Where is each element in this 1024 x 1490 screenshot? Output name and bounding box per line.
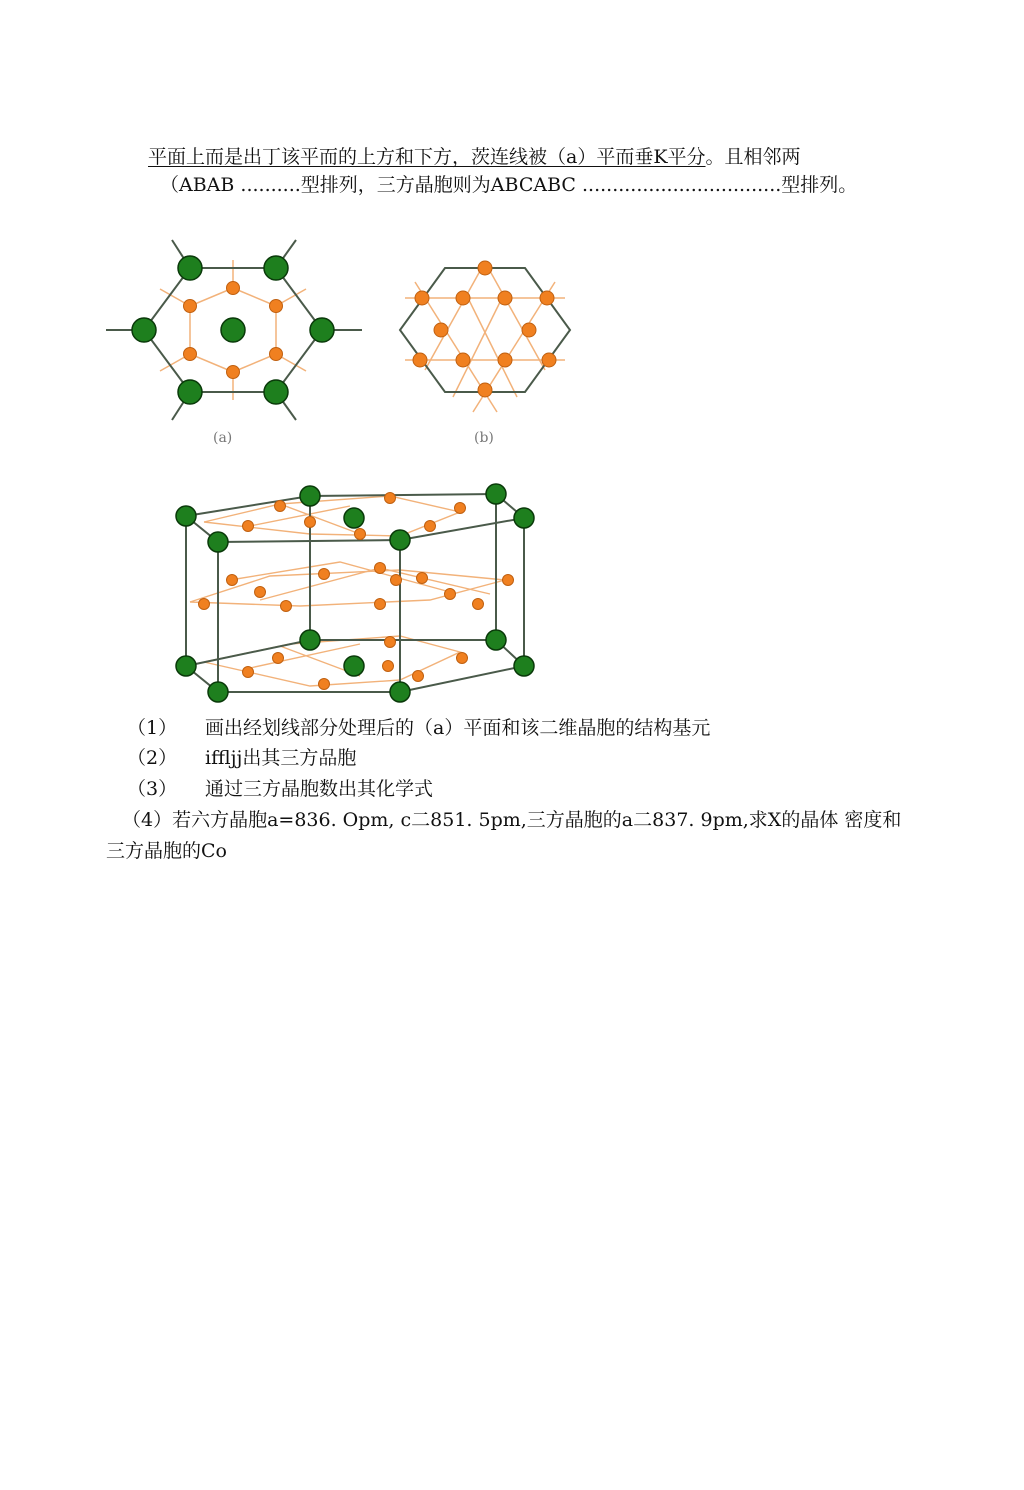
question-1-text: 画出经划线部分处理后的（a）平面和该二维晶胞的结构基元 xyxy=(205,717,711,739)
figure-b-caption: (b) xyxy=(474,430,494,446)
question-2 xyxy=(127,743,356,770)
header-line-1-rest: 。且相邻两 xyxy=(705,146,801,168)
figure-3d-unit-cell xyxy=(160,476,550,706)
question-1-number: （1） xyxy=(127,717,178,739)
question-3-text: 通过三方晶胞数出其化学式 xyxy=(205,778,434,800)
question-4-line-1: （4）若六方晶胞a=836. Opm, c二851. 5pm,三方晶胞的a二837. 9pm,求X的晶体 密度和 xyxy=(122,809,902,831)
question-1 xyxy=(127,713,710,740)
underlined-text: 平面上而是出丁该平而的上方和下方，茨连线被（a）平而垂K平分 xyxy=(148,146,706,168)
question-3 xyxy=(127,774,433,801)
figure-a-hexagonal-layer xyxy=(100,232,370,427)
header-line-1 xyxy=(148,147,801,168)
header-line-2: （ABAB ..........型排列，三方晶胞则为ABCABC .................................型排列。 xyxy=(160,174,858,196)
question-3-number: （3） xyxy=(127,778,178,800)
figure-b-kagome-layer xyxy=(385,252,585,422)
question-2-text: iffljj出其三方品胞 xyxy=(205,747,357,769)
figure-a-caption: (a) xyxy=(213,430,233,446)
question-4-line-2: 三方晶胞的Co xyxy=(106,840,227,862)
question-2-number: （2） xyxy=(127,747,178,769)
